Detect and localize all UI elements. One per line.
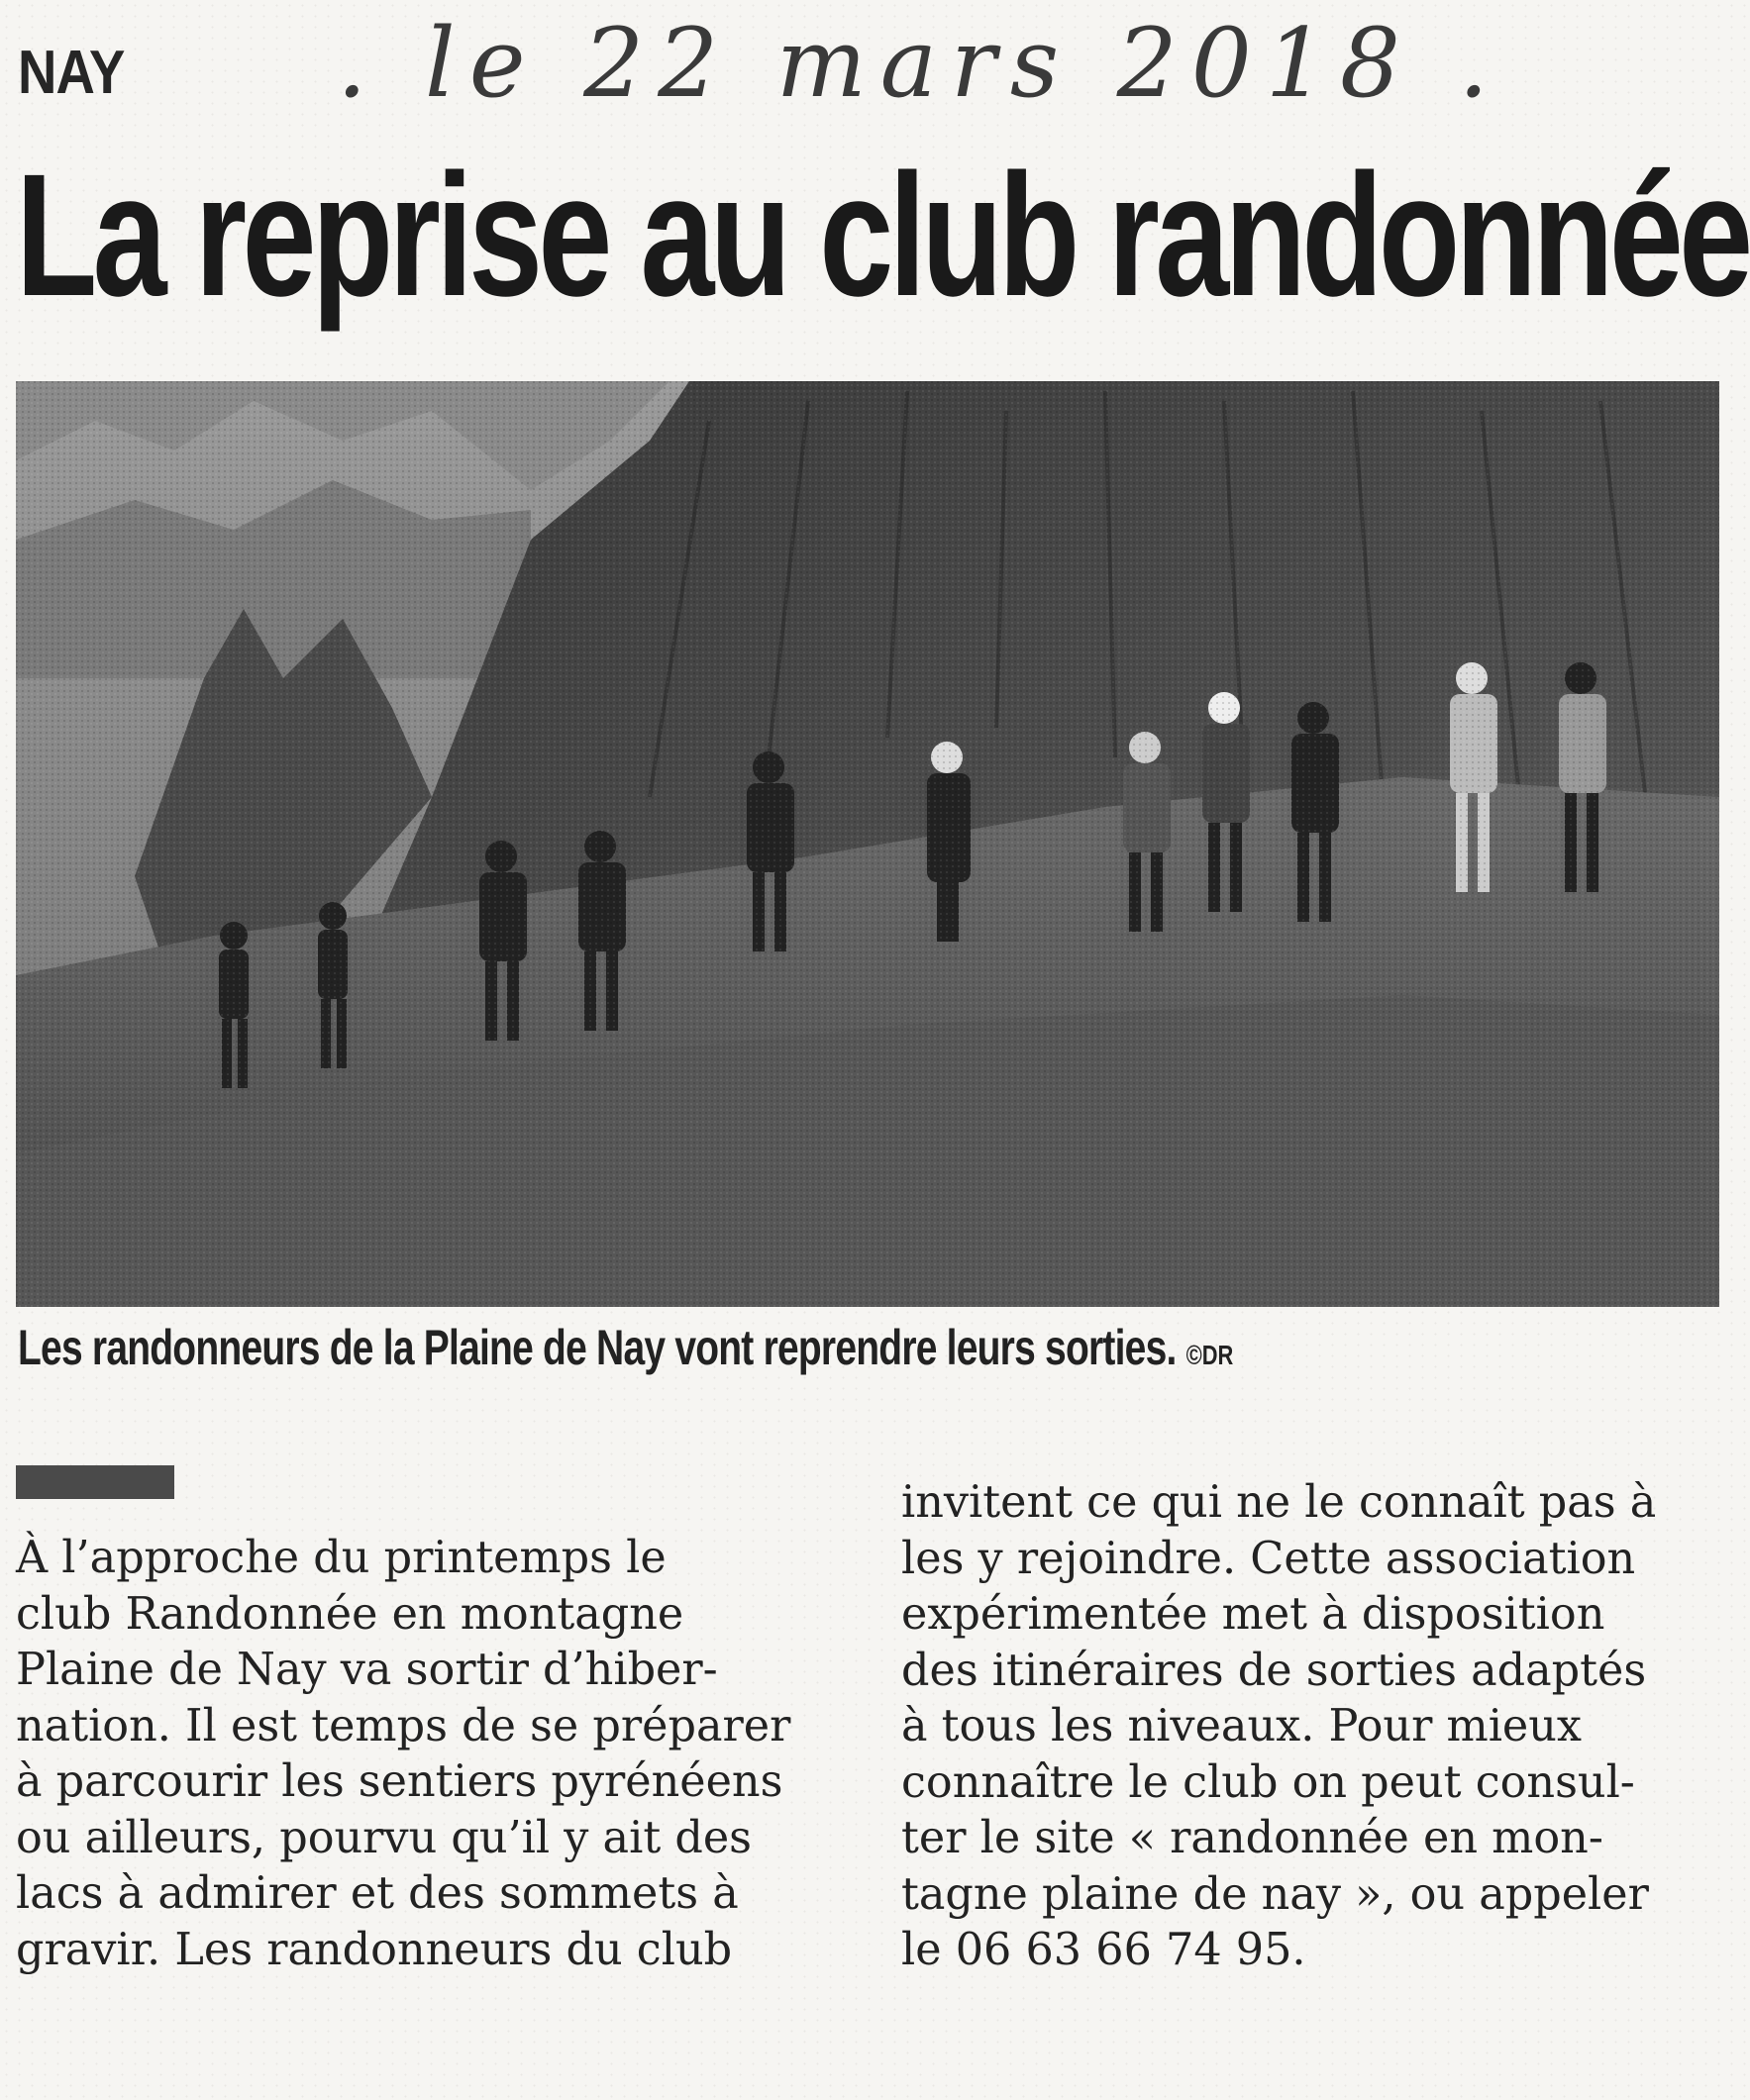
body-line: lacs à admirer et des sommets à (16, 1868, 739, 1919)
body-line: À l’approche du printemps le (16, 1533, 667, 1583)
handwritten-date: . le 22 mars 2018 . (337, 8, 1503, 119)
body-line: à parcourir les sentiers pyrénéens (16, 1756, 783, 1807)
photo-illustration (16, 381, 1719, 1307)
hikers-photo (16, 381, 1719, 1307)
body-line: des itinéraires de sorties adaptés (901, 1645, 1647, 1696)
article-body-right (901, 1475, 1723, 1979)
body-line: expérimentée met à disposition (901, 1589, 1605, 1640)
body-line: club Randonnée en montagne (16, 1588, 684, 1640)
body-line-phone: le 06 63 66 74 95. (901, 1925, 1306, 1975)
body-line: gravir. Les randonneurs du club (16, 1924, 733, 1975)
body-line: nation. Il est temps de se préparer (16, 1700, 791, 1751)
body-line: tagne plaine de nay », ou appeler (901, 1868, 1649, 1920)
caption-text: Les randonneurs de la Plaine de Nay vont reprendre leurs sorties. (18, 1320, 1177, 1375)
body-line: connaître le club on peut consul- (901, 1756, 1635, 1808)
body-line: à tous les niveaux. Pour mieux (901, 1701, 1583, 1751)
body-line: Plaine de Nay va sortir d’hiber- (16, 1645, 718, 1695)
body-line: ou ailleurs, pourvu qu’il y ait des (16, 1812, 753, 1863)
body-line: les y rejoindre. Cette association (901, 1533, 1636, 1584)
section-label: NAY (18, 39, 125, 107)
article-body-left (16, 1531, 828, 1978)
section-bar (16, 1465, 174, 1499)
photo-credit: ©DR (1185, 1340, 1234, 1370)
body-line: invitent ce qui ne le connaît pas à (901, 1477, 1657, 1528)
headline: La reprise au club randonnée (16, 139, 1749, 333)
body-line: ter le site « randonnée en mon- (901, 1813, 1603, 1863)
photo-caption (18, 1319, 1233, 1376)
